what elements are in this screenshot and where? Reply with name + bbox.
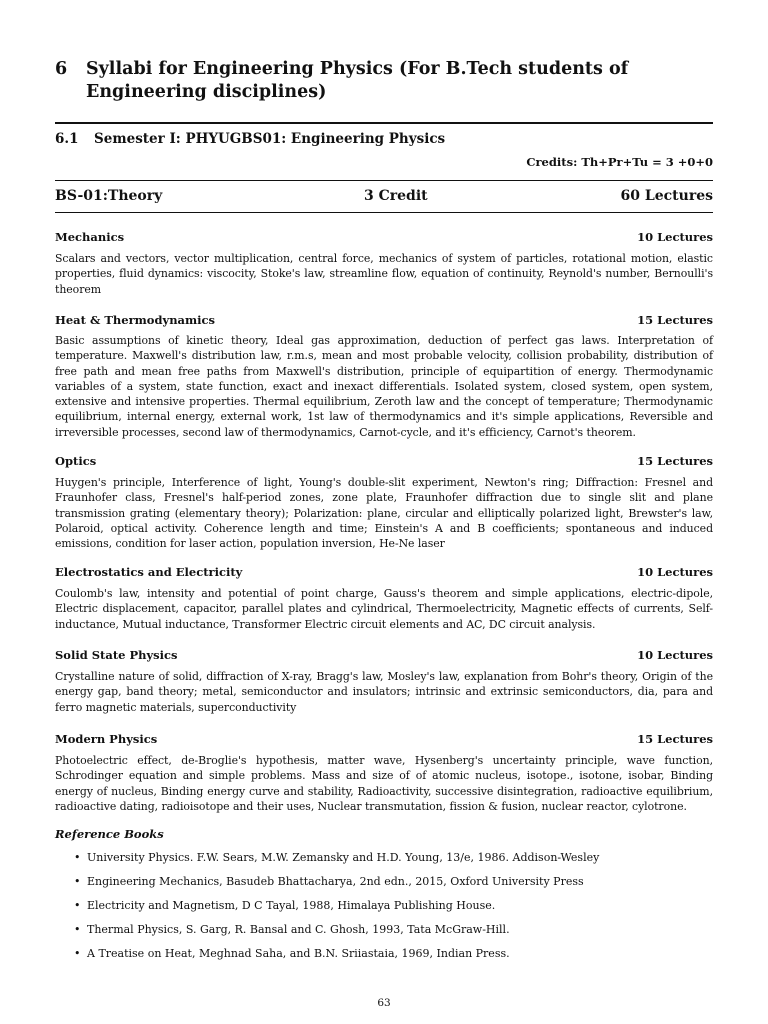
subsection-heading [55, 130, 445, 148]
divider [55, 122, 713, 124]
reference-list [55, 850, 713, 970]
topic-heading [55, 453, 713, 469]
topic-heading [55, 229, 713, 245]
topic-name: Electrostatics and Electricity [55, 565, 243, 579]
topic-name: Mechanics [55, 230, 125, 244]
subsection-title: Semester I: PHYUGBS01: Engineering Physics [94, 131, 446, 147]
subsection-number: 6.1 [55, 131, 79, 147]
divider [55, 212, 713, 213]
reference-item [55, 850, 713, 874]
reference-text: Thermal Physics, S. Garg, R. Bansal and C. Ghosh, 1993, Tata McGraw-Hill. [87, 923, 510, 936]
theory-row [55, 186, 713, 206]
topic-lectures: 10 Lectures [637, 648, 713, 662]
topic-lectures: 10 Lectures [637, 230, 713, 244]
theory-code: BS-01:Theory [55, 188, 163, 204]
syllabus-page [55, 0, 713, 1024]
section-number: 6 [55, 59, 68, 79]
reference-text: A Treatise on Heat, Meghnad Saha, and B.N. Sriiastaia, 1969, Indian Press. [87, 947, 510, 960]
reference-books-title: Reference Books [55, 827, 164, 841]
reference-item [55, 874, 713, 898]
topic-lectures: 15 Lectures [637, 732, 713, 746]
topic-name: Modern Physics [55, 732, 158, 746]
page-number: 63 [377, 997, 391, 1009]
bullet-icon: • [74, 851, 81, 864]
topic-body: Huygen's principle, Interference of light, Young's double-slit experiment, Newton's ring; Diffraction: Fresnel and Fraunhofer class, Fresnel's half-period zones, zone plate, Fraunhofer diffraction due to single slit and plane transmission grating (elementary theory); Polarization: plane, circular and elliptically polarized light, Brewster's law, Polaroid, optical activity. Coherence length and time; Einstein's A and B coefficients; spontaneous and induced emissions, condition for laser action, population inversion, He-Ne laser [55, 476, 713, 551]
bullet-icon: • [74, 923, 81, 936]
divider [55, 180, 713, 181]
reference-text: Engineering Mechanics, Basudeb Bhattacharya, 2nd edn., 2015, Oxford University Press [87, 875, 584, 888]
topic-body: Scalars and vectors, vector multiplication, central force, mechanics of system of particles, rotational motion, elastic properties, fluid dynamics: viscocity, Stoke's law, streamline flow, equation of continuity, Reynold's number, Bernoulli's theorem [55, 252, 713, 296]
theory-lectures: 60 Lectures [620, 188, 713, 204]
topic-heading [55, 312, 713, 328]
topic-heading [55, 647, 713, 663]
reference-item [55, 922, 713, 946]
topic-lectures: 15 Lectures [637, 454, 713, 468]
topic-heading [55, 731, 713, 747]
bullet-icon: • [74, 875, 81, 888]
theory-credit: 3 Credit [364, 188, 428, 204]
bullet-icon: • [74, 947, 81, 960]
topic-lectures: 15 Lectures [637, 313, 713, 327]
topic-body: Coulomb's law, intensity and potential of point charge, Gauss's theorem and simple applications, electric-dipole, Electric displacement, capacitor, parallel plates and cylindrical, Thermoelectricity, Magnetic effects of currents, Self-inductance, Mutual inductance, Transformer Electric circuit elements and AC, DC circuit analysis. [55, 587, 713, 631]
credits-line: Credits: Th+Pr+Tu = 3 +0+0 [526, 155, 713, 169]
bullet-icon: • [74, 899, 81, 912]
topic-name: Optics [55, 454, 97, 468]
topic-name: Solid State Physics [55, 648, 178, 662]
reference-item [55, 898, 713, 922]
reference-text: Electricity and Magnetism, D C Tayal, 1988, Himalaya Publishing House. [87, 899, 496, 912]
reference-text: University Physics. F.W. Sears, M.W. Zemansky and H.D. Young, 13/e, 1986. Addison-Wesley [87, 851, 600, 864]
topic-lectures: 10 Lectures [637, 565, 713, 579]
topic-name: Heat & Thermodynamics [55, 313, 216, 327]
reference-item [55, 946, 713, 970]
topic-body: Basic assumptions of kinetic theory, Ideal gas approximation, deduction of perfect gas laws. Interpretation of temperature. Maxwell's distribution law, r.m.s, mean and most probable velocity, collision probability, distribution of free path and mean free paths from Maxwell's distribution, principle of equipartition of energy. Thermodynamic variables of a system, state function, exact and inexact differentials. Isolated system, closed system, open system, extensive and intensive properties. Thermal equilibrium, Zeroth law and the concept of temperature; Thermodynamic equilibrium, internal energy, external work, 1st law of thermodynamics and it's simple applications, Reversible and irreversible processes, second law of thermodynamics, Carnot-cycle, and it's efficiency, Carnot's theorem. [55, 334, 713, 439]
topic-heading [55, 564, 713, 580]
section-title: Syllabi for Engineering Physics (For B.Tech students of Engineering disciplines) [86, 59, 629, 102]
topic-body: Photoelectric effect, de-Broglie's hypothesis, matter wave, Hysenberg's uncertainty principle, wave function, Schrodinger equation and simple problems. Mass and size of of atomic nucleus, isotope., isotone, isobar, Binding energy of nucleus, Binding energy curve and stability, Radioactivity, successive disintegration, radioactive equilibrium, radioactive dating, radioisotope and their uses, Nuclear transmutation, fission & fusion, nuclear reactor, cylotrone. [55, 754, 713, 813]
topic-body: Crystalline nature of solid, diffraction of X-ray, Bragg's law, Mosley's law, explanation from Bohr's theory, Origin of the energy gap, band theory; metal, semiconductor and insulators; intrinsic and extrinsic semiconductors, dia, para and ferro magnetic materials, superconductivity [55, 670, 713, 714]
section-heading [55, 58, 713, 104]
